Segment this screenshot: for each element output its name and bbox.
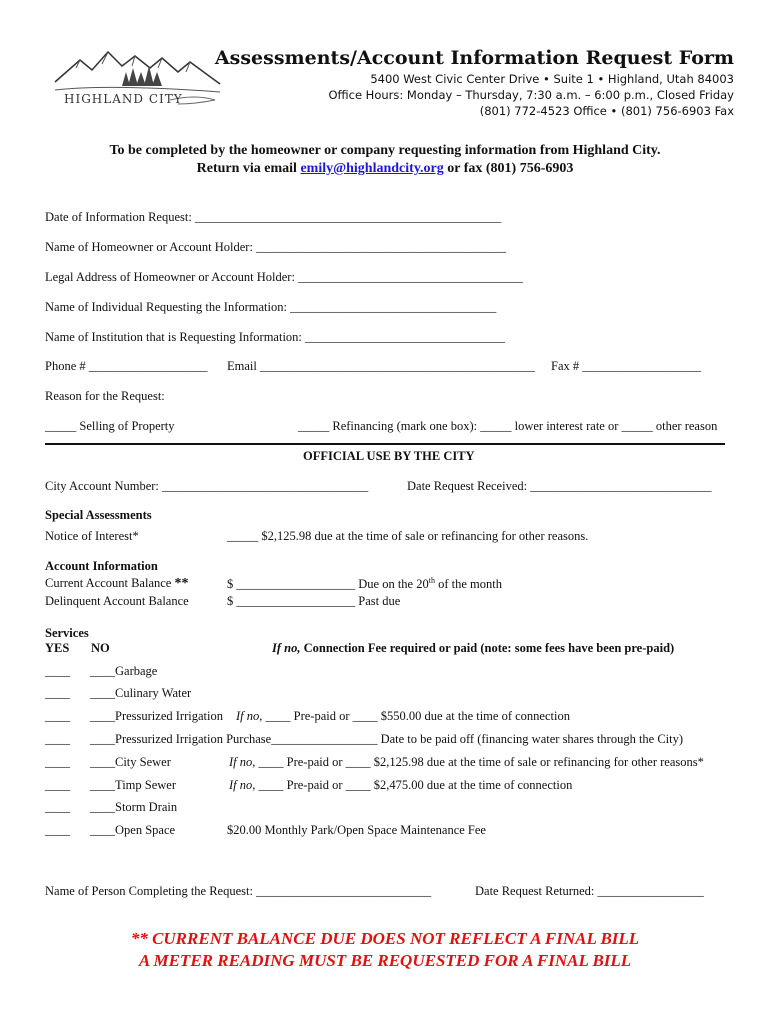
city-address: 5400 West Civic Center Drive • Suite 1 • Highland, Utah 84003 [370, 72, 734, 86]
highland-city-logo [50, 42, 225, 112]
if-no-text: If no, [236, 709, 263, 723]
selling-property-option[interactable]: _____ Selling of Property [45, 419, 175, 433]
double-asterisk-marker: ** [174, 576, 189, 591]
connection-fee-note [272, 641, 674, 656]
storm-drain-yes-blank[interactable]: ____ [45, 800, 70, 814]
open-space-detail: $20.00 Monthly Park/Open Space Maintenance Fee [227, 823, 486, 837]
final-bill-warning: ** CURRENT BALANCE DUE DOES NOT REFLECT A FINAL BILL [130, 929, 640, 948]
services-heading: Services [45, 626, 89, 640]
email-link[interactable]: emily@highlandcity.org [300, 161, 444, 176]
storm-drain-row[interactable]: ____Storm Drain [90, 800, 178, 814]
intro-line: To be completed by the homeowner or company requesting information from Highland City. [109, 143, 661, 158]
if-no-text: If no, [229, 755, 256, 769]
pressurized-irrigation-row[interactable]: ____Pressurized Irrigation [90, 709, 223, 723]
return-prefix: Return via email [196, 161, 301, 176]
culinary-water-yes-blank[interactable]: ____ [45, 686, 70, 700]
current-balance-blank: $ ___________________ Due on the 20 [227, 577, 429, 592]
ordinal-suffix: th [428, 576, 435, 585]
refinancing-option[interactable]: _____ Refinancing (mark one box): _____ lower interest rate or _____ other reason [298, 419, 718, 433]
timp-sewer-yes-blank[interactable]: ____ [45, 778, 70, 792]
notice-of-interest-value[interactable]: _____ $2,125.98 due at the time of sale or refinancing for other reasons. [227, 529, 589, 543]
institution-field[interactable]: Name of Institution that is Requesting Information: ________________________________ [45, 330, 506, 344]
delinquent-balance-label: Delinquent Account Balance [45, 594, 189, 608]
connection-fee-text: Connection Fee required or paid (note: some fees have been pre-paid) [300, 641, 675, 655]
special-assessments-heading: Special Assessments [45, 508, 152, 522]
homeowner-name-field[interactable]: Name of Homeowner or Account Holder: ________________________________________ [45, 240, 507, 254]
email-field[interactable]: Email ____________________________________________ [227, 359, 535, 373]
phone-fax: (801) 772-4523 Office • (801) 756-6903 Fax [479, 104, 734, 118]
person-completing-field[interactable]: Name of Person Completing the Request: ____________________________ [45, 884, 432, 898]
pressurized-irrigation-yes-blank[interactable]: ____ [45, 709, 70, 723]
detail-text: ____ Pre-paid or ____ $2,475.00 due at the time of connection [255, 778, 573, 792]
delinquent-balance-value[interactable]: $ ___________________ Past due [227, 594, 401, 608]
timp-sewer-row[interactable]: ____Timp Sewer [90, 778, 177, 792]
detail-text: ____ Pre-paid or ____ $550.00 due at the time of connection [262, 709, 570, 723]
official-use-heading: OFFICIAL USE BY THE CITY [303, 449, 475, 463]
logo-text: HIGHLAND CITY [64, 92, 183, 106]
timp-sewer-detail[interactable] [229, 778, 572, 793]
legal-address-field[interactable]: Legal Address of Homeowner or Account Holder: ____________________________________ [45, 270, 524, 284]
garbage-yes-blank[interactable]: ____ [45, 664, 70, 678]
if-no-text: If no, [272, 641, 301, 655]
section-divider [45, 443, 725, 445]
date-of-request-field[interactable]: Date of Information Request: _________________________________________________ [45, 210, 502, 224]
irrigation-purchase-yes-blank[interactable]: ____ [45, 732, 70, 746]
fax-field[interactable]: Fax # ___________________ [551, 359, 701, 373]
open-space-row[interactable]: ____Open Space [90, 823, 176, 837]
phone-field[interactable]: Phone # ___________________ [45, 359, 208, 373]
garbage-row[interactable]: ____Garbage [90, 664, 158, 678]
pressurized-irrigation-detail[interactable] [236, 709, 570, 724]
city-sewer-detail[interactable] [229, 755, 704, 770]
city-account-number-field[interactable]: City Account Number: _________________________________ [45, 479, 369, 493]
current-balance-tail: of the month [434, 577, 502, 592]
detail-text: ____ Pre-paid or ____ $2,125.98 due at the time of sale or refinancing for other reasons* [255, 755, 704, 769]
reason-label: Reason for the Request: [45, 389, 165, 403]
yes-column-header: YES [45, 641, 70, 655]
current-balance-label [45, 576, 188, 592]
if-no-text: If no, [229, 778, 256, 792]
culinary-water-row[interactable]: ____Culinary Water [90, 686, 192, 700]
meter-reading-warning: A METER READING MUST BE REQUESTED FOR A FINAL BILL [138, 951, 632, 970]
open-space-yes-blank[interactable]: ____ [45, 823, 70, 837]
form-title: Assessments/Account Information Request Form [214, 47, 734, 69]
date-returned-field[interactable]: Date Request Returned: _________________ [475, 884, 704, 898]
date-received-field[interactable]: Date Request Received: _____________________________ [407, 479, 712, 493]
return-suffix: or fax (801) 756-6903 [443, 161, 574, 176]
office-hours: Office Hours: Monday – Thursday, 7:30 a.m. – 6:00 p.m., Closed Friday [328, 88, 734, 102]
return-instructions [0, 161, 770, 177]
notice-of-interest-label: Notice of Interest* [45, 529, 139, 543]
city-sewer-yes-blank[interactable]: ____ [45, 755, 70, 769]
irrigation-purchase-row[interactable]: ____Pressurized Irrigation Purchase_________________ Date to be paid off (financing water shares through the City) [90, 732, 684, 746]
requesting-individual-field[interactable]: Name of Individual Requesting the Information: _________________________________ [45, 300, 497, 314]
current-balance-value[interactable] [227, 576, 502, 592]
city-sewer-row[interactable]: ____City Sewer [90, 755, 171, 769]
no-column-header: NO [91, 641, 110, 655]
current-balance-text: Current Account Balance [45, 576, 172, 590]
account-information-heading: Account Information [45, 559, 158, 573]
